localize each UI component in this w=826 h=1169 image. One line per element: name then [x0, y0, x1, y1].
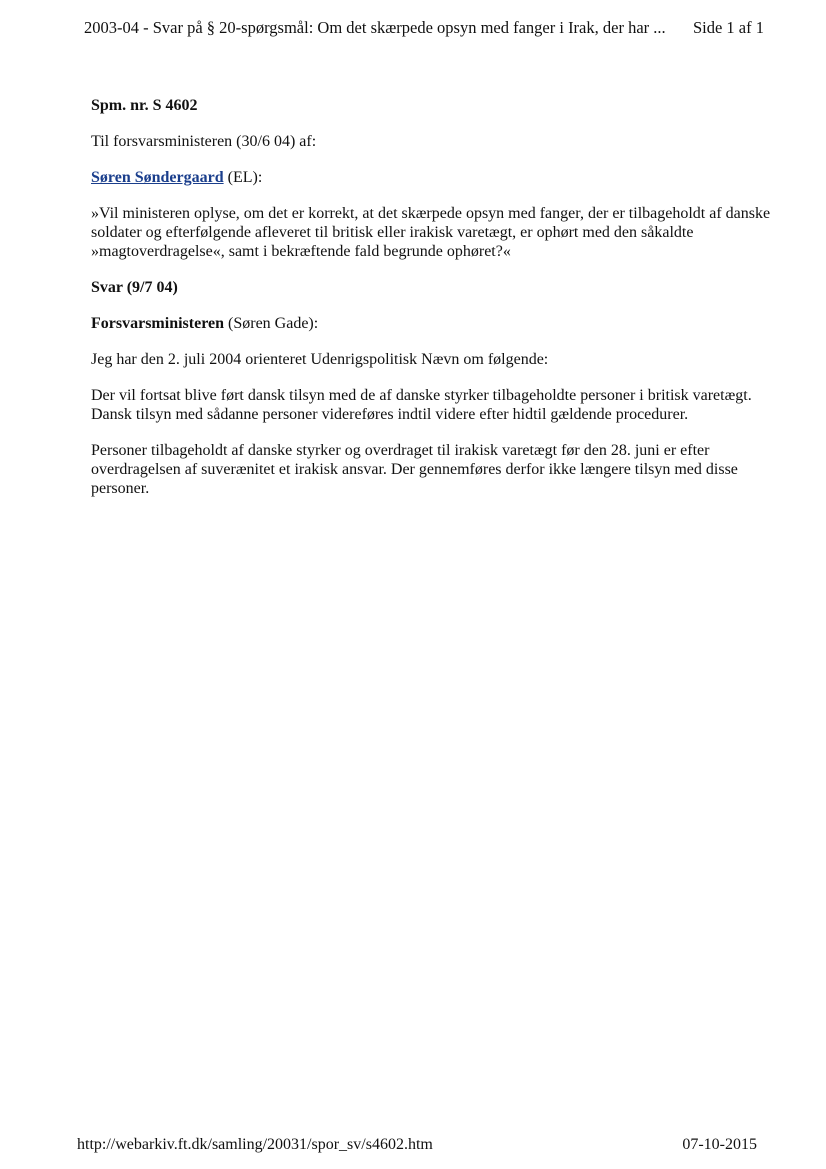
- answer-paragraph: Personer tilbageholdt af danske styrker og overdraget til irakisk varetægt før den 28. juni er efter overdragelsen af suverænitet et irakisk ansvar. Der gennemføres derfor ikke længere tilsyn med disse personer.: [91, 442, 738, 497]
- asker-party: (EL):: [223, 169, 263, 186]
- question-number: Spm. nr. S 4602: [91, 97, 198, 114]
- document-body: [91, 96, 771, 515]
- print-date: 07-10-2015: [682, 1136, 757, 1153]
- answer-heading: Svar (9/7 04): [91, 279, 178, 296]
- addressee: Til forsvarsministeren (30/6 04) af:: [91, 133, 317, 150]
- page-header: [84, 18, 764, 37]
- source-url: http://webarkiv.ft.dk/samling/20031/spor_sv/s4602.htm: [77, 1136, 433, 1153]
- page-number: Side 1 af 1: [692, 18, 764, 37]
- asker-link[interactable]: Søren Søndergaard: [91, 169, 224, 186]
- answerer-name: (Søren Gade):: [224, 315, 319, 332]
- page-footer: [77, 1135, 757, 1154]
- answer-paragraph: Jeg har den 2. juli 2004 orienteret Udenrigspolitisk Nævn om følgende:: [91, 351, 549, 368]
- header-title: 2003-04 - Svar på § 20-spørgsmål: Om det skærpede opsyn med fanger i Irak, der har ...: [84, 18, 666, 37]
- asker-line: [91, 168, 771, 187]
- answer-paragraph: Der vil fortsat blive ført dansk tilsyn med de af danske styrker tilbageholdte personer i britisk varetægt. Dansk tilsyn med sådanne personer videreføres indtil videre efter hidtil gældende procedurer.: [91, 387, 752, 423]
- answerer-line: [91, 314, 771, 333]
- question-text: »Vil ministeren oplyse, om det er korrekt, at det skærpede opsyn med fanger, der er tilbageholdt af danske soldater og efterfølgende afleveret til britisk eller irakisk varetægt, er ophørt med den såkaldte »magtoverdragelse«, samt i bekræftende fald begrunde ophøret?«: [91, 205, 771, 260]
- answerer-title: Forsvarsministeren: [91, 315, 225, 332]
